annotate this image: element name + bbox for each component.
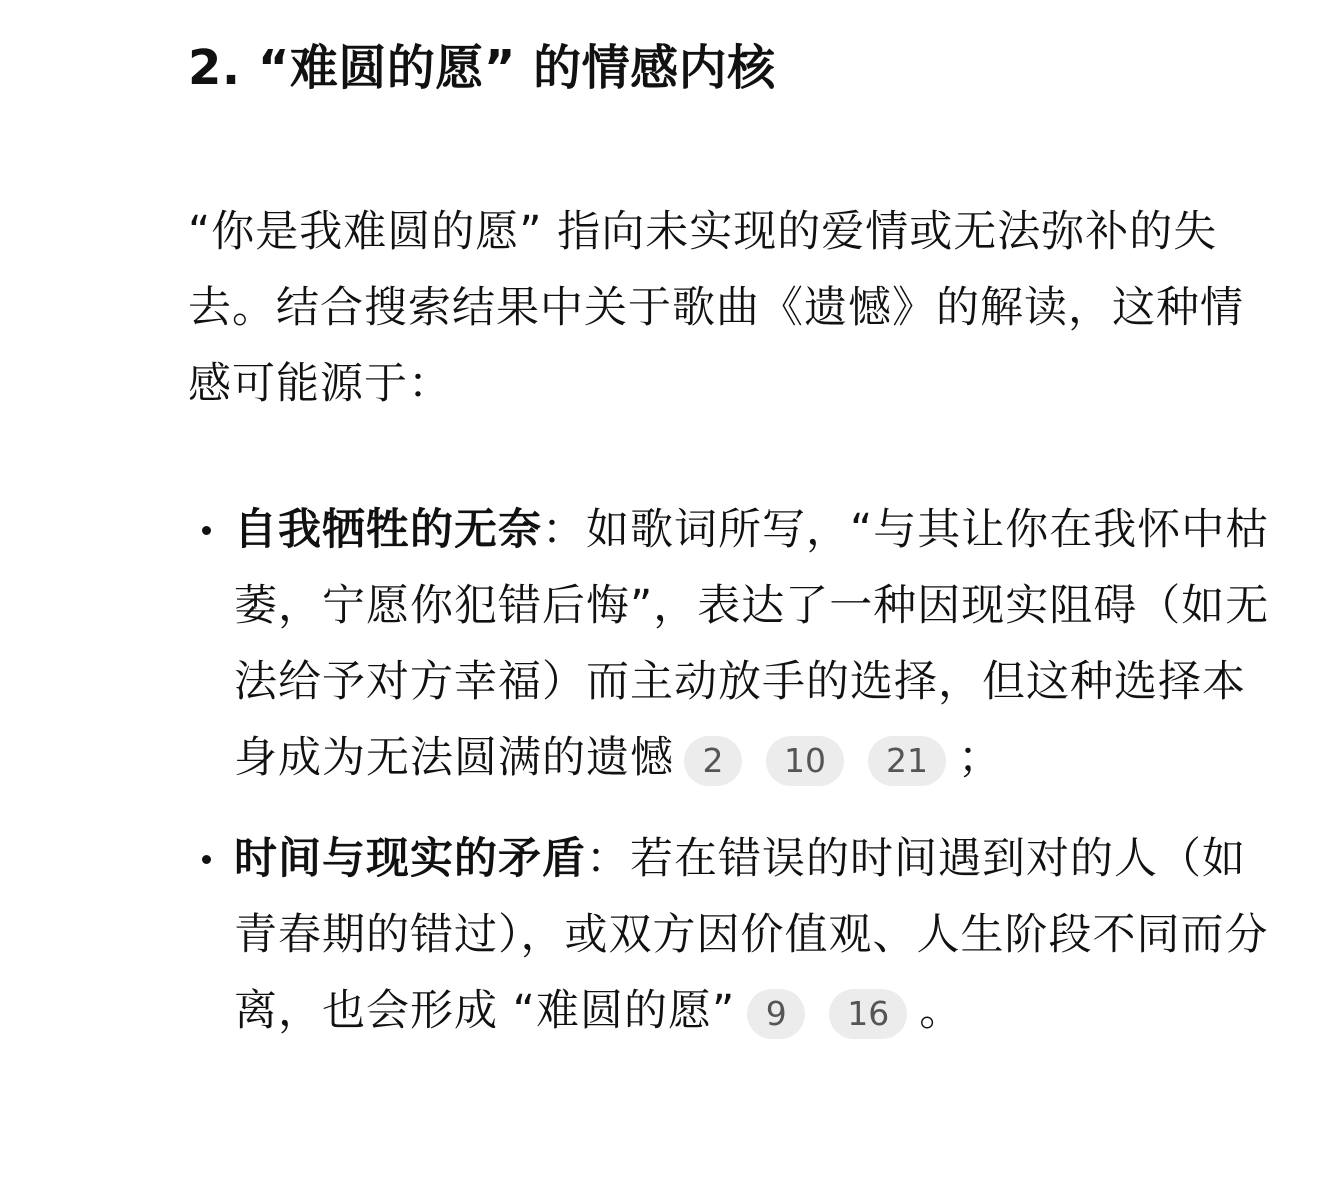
bullet-item-self-sacrifice [188, 492, 1278, 796]
section-heading: 2. “难圆的愿” 的情感内核 [188, 40, 776, 96]
citation-badge[interactable]: 16 [829, 989, 907, 1039]
bullet-separator: ： [542, 505, 586, 555]
bullet-dot-icon [202, 526, 211, 535]
bullet-end-punctuation: ； [958, 733, 1002, 783]
bullet-text: 若在错误的时间遇到对的人（如青春期的错过），或双方因价值观、人生阶段不同而分离，也会形成 “难圆的愿” [234, 834, 1269, 1036]
bullet-separator: ： [586, 834, 630, 884]
bullet-term: 自我牺牲的无奈 [234, 505, 542, 555]
bullet-text: 如歌词所写，“与其让你在我怀中枯萎，宁愿你犯错后悔”，表达了一种因现实阻碍（如无法给予对方幸福）而主动放手的选择，但这种选择本身成为无法圆满的遗憾 [234, 505, 1270, 783]
bullet-item-time-reality [188, 821, 1278, 1049]
citation-badge[interactable]: 10 [766, 736, 844, 786]
intro-paragraph: “你是我难圆的愿” 指向未实现的爱情或无法弥补的失去。结合搜索结果中关于歌曲《遗憾》的解读，这种情感可能源于： [188, 207, 1244, 409]
bullet-dot-icon [202, 855, 211, 864]
answer-content [188, 28, 1278, 1049]
citation-badge[interactable]: 21 [868, 736, 946, 786]
bullet-list [188, 492, 1278, 1049]
citation-badge[interactable]: 2 [684, 736, 742, 786]
citation-badge[interactable]: 9 [747, 989, 805, 1039]
bullet-end-punctuation: 。 [919, 986, 964, 1036]
bullet-term: 时间与现实的矛盾 [234, 834, 586, 884]
